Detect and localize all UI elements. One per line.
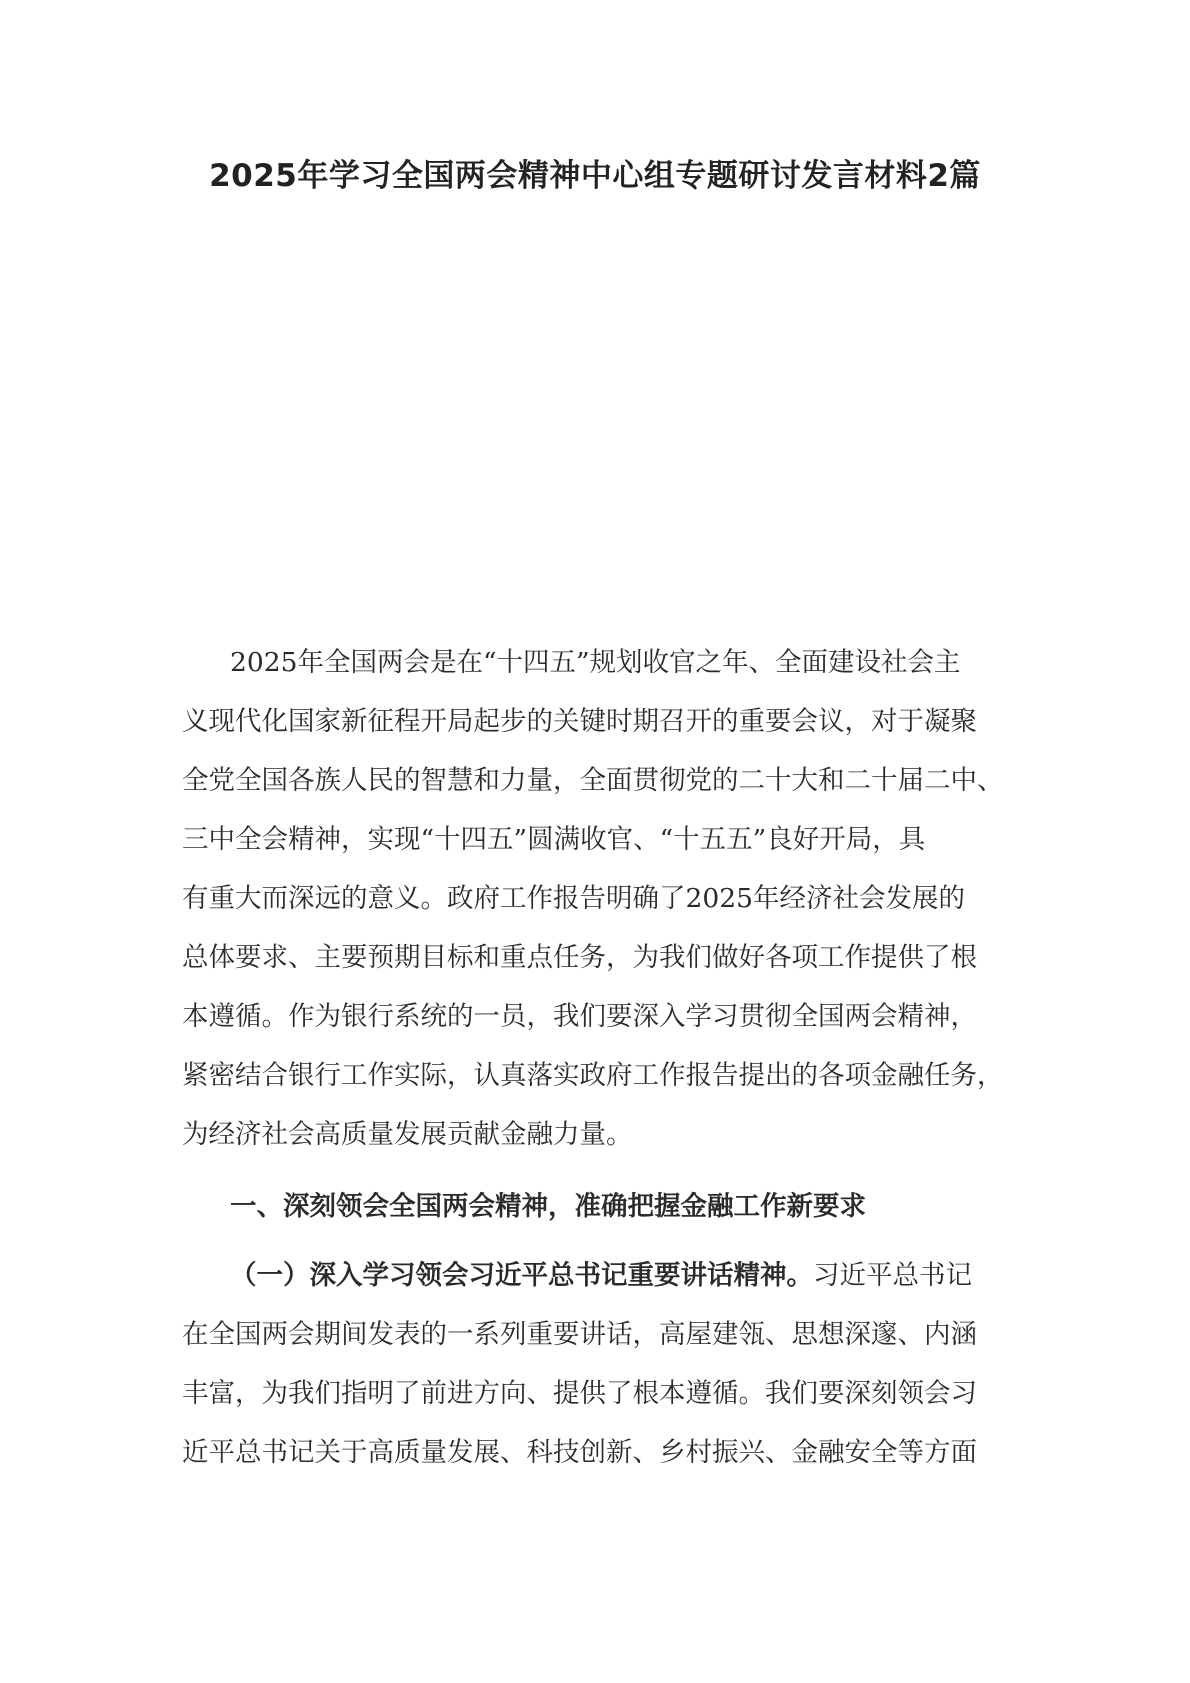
section-heading: 一、深刻领会全国两会精神，准确把握金融工作新要求 bbox=[230, 1191, 866, 1222]
paragraph-line: 三中全会精神，实现“十四五”圆满收官、“十五五”良好开局，具 bbox=[182, 824, 926, 855]
paragraph-line: 总体要求、主要预期目标和重点任务，为我们做好各项工作提供了根 bbox=[182, 942, 977, 973]
paragraph-line: 有重大而深远的意义。政府工作报告明确了2025年经济社会发展的 bbox=[182, 883, 965, 914]
document-body bbox=[182, 633, 1012, 1482]
paragraph-line: 近平总书记关于高质量发展、科技创新、乡村振兴、金融安全等方面 bbox=[182, 1437, 977, 1468]
paragraph-line: 2025年全国两会是在“十四五”规划收官之年、全面建设社会主 bbox=[230, 647, 961, 678]
document-title: 2025年学习全国两会精神中心组专题研讨发言材料2篇 bbox=[209, 158, 981, 194]
paragraph-line: 本遵循。作为银行系统的一员，我们要深入学习贯彻全国两会精神， bbox=[182, 1001, 977, 1032]
paragraph-line: 全党全国各族人民的智慧和力量，全面贯彻党的二十大和二十届二中、 bbox=[182, 765, 1004, 796]
paragraph-text: 习近平总书记 bbox=[813, 1260, 972, 1291]
paragraph-line: 在全国两会期间发表的一系列重要讲话，高屋建瓴、思想深邃、内涵 bbox=[182, 1319, 977, 1350]
paragraph-line bbox=[182, 1246, 1012, 1305]
paragraph-line: 义现代化国家新征程开局起步的关键时期召开的重要会议，对于凝聚 bbox=[182, 706, 977, 737]
subsection-heading: （一）深入学习领会习近平总书记重要讲话精神。 bbox=[230, 1260, 813, 1291]
intro-paragraph bbox=[182, 633, 1012, 1164]
paragraph-line: 为经济社会高质量发展贡献金融力量。 bbox=[182, 1119, 633, 1150]
paragraph-line: 丰富，为我们指明了前进方向、提供了根本遵循。我们要深刻领会习 bbox=[182, 1378, 977, 1409]
subsection-paragraph bbox=[182, 1246, 1012, 1482]
paragraph-line: 紧密结合银行工作实际，认真落实政府工作报告提出的各项金融任务， bbox=[182, 1060, 1004, 1091]
